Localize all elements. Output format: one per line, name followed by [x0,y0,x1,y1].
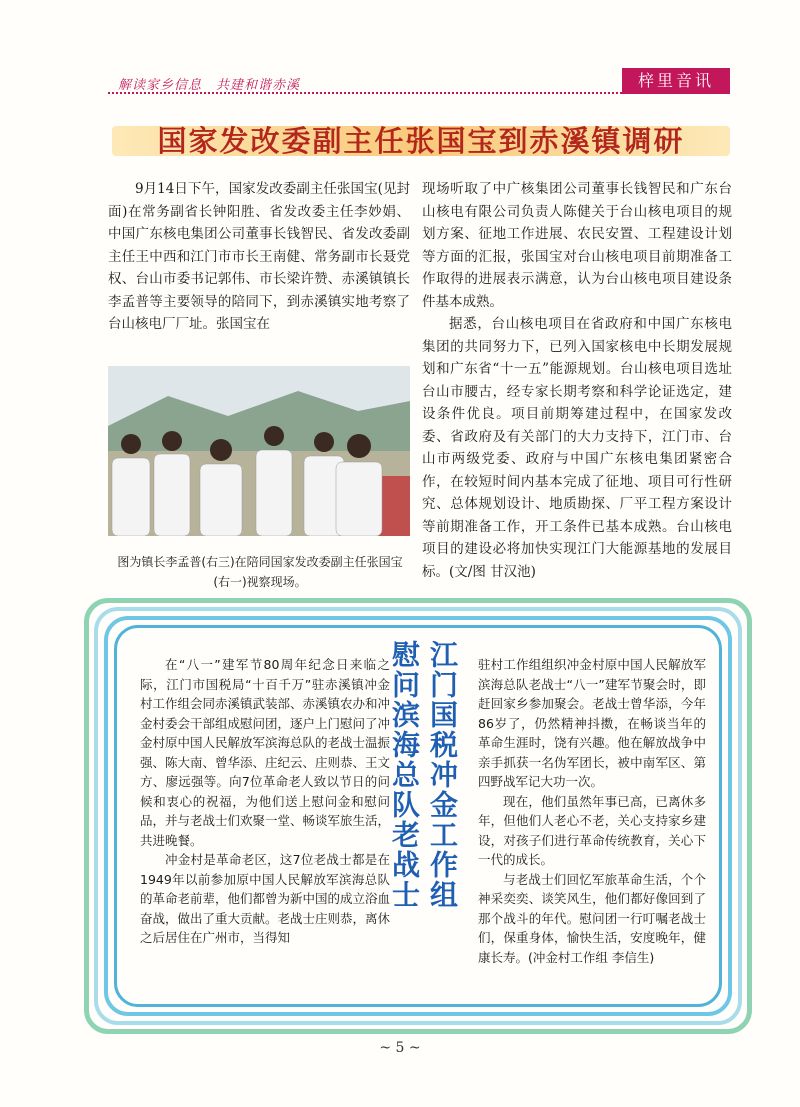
article2-paragraph: 现在，他们虽然年事已高，已离休多年，但他们人老心不老，关心支持家乡建设，对孩子们进行革命传统教育，关心下一代的成长。 [478,793,706,867]
article1-photo [108,366,410,536]
article2-right-column [478,655,706,967]
page-number: ~ 5 ~ [379,1040,421,1056]
article2-left-column [140,655,390,948]
article2-paragraph: 冲金村是革命老区，这7位老战士都是在1949年以前参加原中国人民解放军滨海总队的革命老前辈，他们都曾为新中国的成立浴血奋战，做出了重大贡献。老战士庄则恭，离休之后居住在广州市，当得知 [140,852,391,945]
section-tag: 梓里音讯 [622,68,730,94]
article2-title-line1: 江门国税冲金工作组 [426,640,459,910]
photo-illustration [108,366,410,536]
article2-paragraph: 驻村工作组组织冲金村原中国人民解放军滨海总队老战士“八一”建军节聚会时，即赶回家乡参加聚会。老战士曾华添，今年86岁了，仍然精神抖擞，在畅谈当年的革命生涯时，饶有兴趣。他在解放战争中亲手抓获一名伪军团长，被中南军区、第四野战军记大功一次。 [478,657,706,789]
article2-paragraph: 与老战士们回忆军旅革命生活，个个神采奕奕、谈笑风生，他们都好像回到了那个战斗的年代。慰问团一行叮嘱老战士们，保重身体，愉快生活，安度晚年，健康长寿。(冲金村工作组 李信生) [478,871,706,965]
article1-left-text: 9月14日下午，国家发改委副主任张国宝(见封面)在常务副省长钟阳胜、省发改委主任李妙娟、中国广东核电集团公司董事长钱智民、省发改委副主任王中西和江门市市长王南健、常务副市长聂党权、台山市委书记郭伟、市长梁许赞、赤溪镇镇长李孟普等主要领导的陪同下，到赤溪镇实地考察了台山核电厂厂址。张国宝在 [108,181,410,332]
article1-paragraph: 现场听取了中广核集团公司董事长钱智民和广东台山核电有限公司负责人陈健关于台山核电项目的规划方案、征地工作进展、农民安置、工程建设计划等方面的汇报，张国宝对台山核电项目前期准备工作取得的进展表示满意，认为台山核电项目建设条件基本成熟。 [422,181,732,310]
article1-paragraph: 据悉，台山核电项目在省政府和中国广东核电集团的共同努力下，已列入国家核电中长期发展规划和广东省“十一五”能源规划。台山核电项目选址台山市腰古，经专家长期考察和科学论证选定，建设条件优良。项目前期筹建过程中，在国家发改委、省政府及有关部门的大力支持下，江门市、台山市两级党委、政府与中国广东核电集团紧密合作，在较短时间内基本完成了征地、项目可行性研究、总体规划设计、地质勘探、厂平工程方案设计等前期准备工作，开工条件已基本成熟。台山核电项目的建设必将加快实现江门大能源基地的发展目标。(文/图 甘汉池) [422,316,732,580]
headline-banner [112,118,730,164]
photo-caption: 图为镇长李孟普(右三)在陪同国家发改委副主任张国宝(右一)视察现场。 [117,555,403,589]
header-slogan: 解读家乡信息 共建和谐赤溪 [118,78,301,93]
article1-right-column [422,178,732,583]
article2-title-line2: 慰问滨海总队老战士 [388,640,421,910]
article2-paragraph: 在“八一”建军节80周年纪念日来临之际，江门市国税局“十百千万”驻赤溪镇冲金村工作组会同赤溪镇武装部、赤溪镇农办和冲金村委会干部组成慰问团，逐户上门慰问了冲金村原中国人民解放军滨海总队的老战士温振强、陈大南、曾华添、庄纪云、庄则恭、王文方、廖远强等。向7位革命老人致以节日的问候和衷心的祝福，为他们送上慰问金和慰问品，并与老战士们欢聚一堂、畅谈军旅生活，共进晚餐。 [140,657,391,848]
article-headline: 国家发改委副主任张国宝到赤溪镇调研 [157,124,685,158]
